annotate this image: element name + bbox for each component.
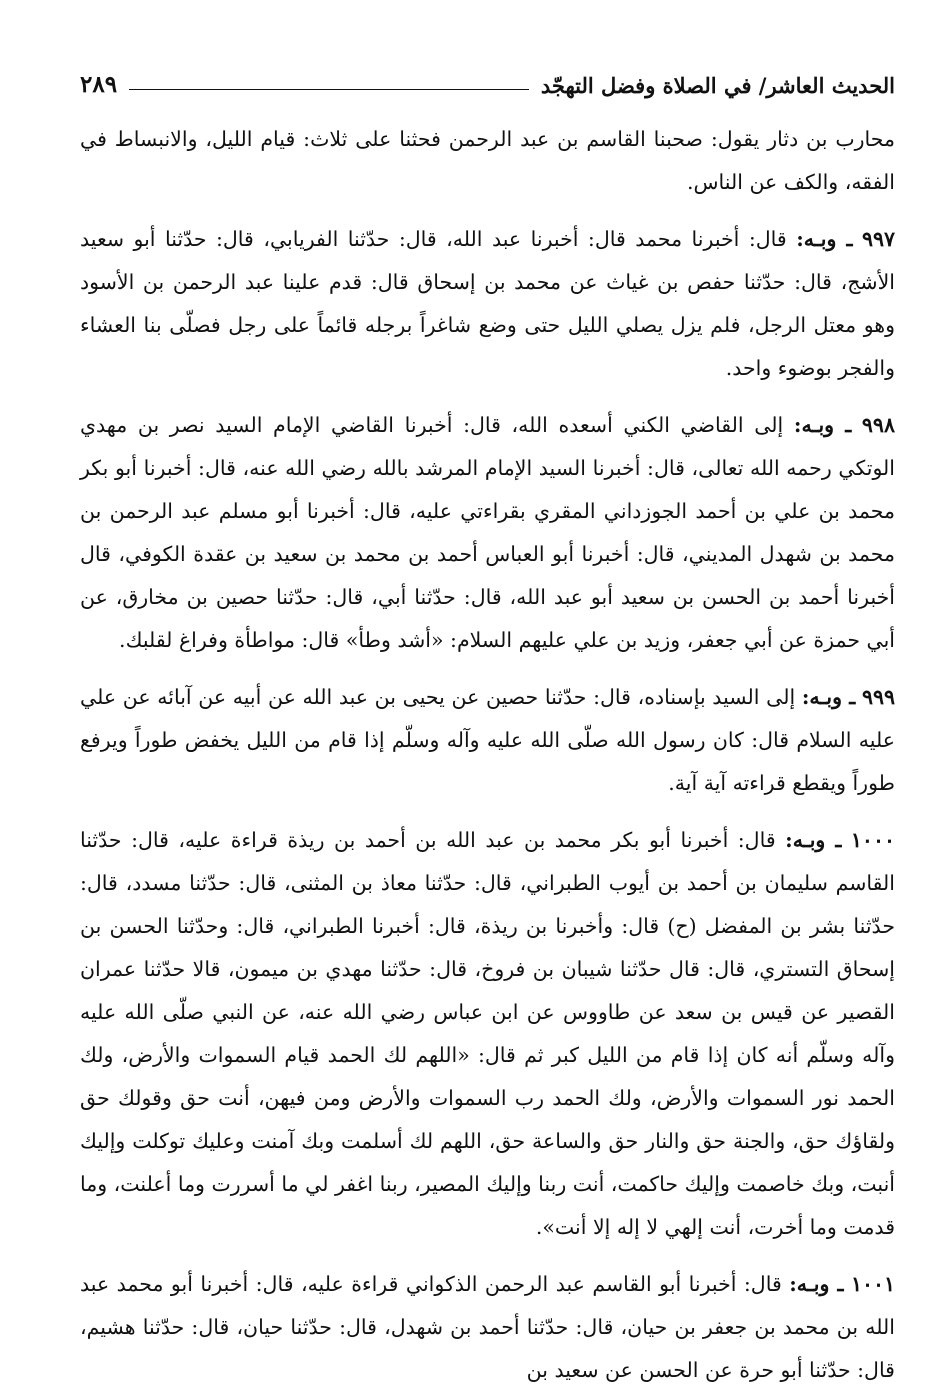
hadith-marker: ـ وبـه: [789, 1272, 844, 1296]
hadith-number: ٩٩٩ [861, 685, 895, 709]
hadith-marker: ـ وبـه: [793, 413, 852, 437]
hadith-marker: ـ وبـه: [801, 685, 856, 709]
page-number: ٢٨٩ [80, 71, 118, 98]
hadith-999 [80, 676, 895, 805]
book-page [80, 52, 895, 1382]
paragraph-text: محارب بن دثار يقول: صحبنا القاسم بن عبد الرحمن فحثنا على ثلاث: قيام الليل، والانبساط في الفقه، والكف عن الناس. [80, 127, 895, 194]
paragraph-text: قال: أخبرنا أبو بكر محمد بن عبد الله بن أحمد بن ريذة قراءة عليه، قال: حدّثنا القاسم سليمان بن أحمد بن أيوب الطبراني، قال: حدّثنا معاذ بن المثنى، قال: حدّثنا مسدد، قال: حدّثنا بشر بن المفضل (ح) قال: وأخبرنا بن ريذة، قال: أخبرنا الطبراني، قال: وحدّثنا الحسن بن إسحاق التستري، قال: قال حدّثنا شيبان بن فروخ، قال: حدّثنا مهدي بن ميمون، قالا حدّثنا عمران القصير عن قيس بن سعد عن طاووس عن ابن عباس رضي الله عنه، عن النبي صلّى الله عليه وآله وسلّم أنه كان إذا قام من الليل كبر ثم قال: «اللهم لك الحمد قيام السموات والأرض، ولك الحمد نور السموات والأرض، ولك الحمد رب السموات والأرض ومن فيهن، أنت حق وقولك حق ولقاؤك حق، والجنة حق والنار حق والساعة حق، اللهم لك أسلمت وبك آمنت وعليك توكلت وإليك أنبت، وبك خاصمت وإليك حاكمت، أنت ربنا وإليك المصير، ربنا اغفر لي ما أسررت وما أعلنت، وما قدمت وما أخرت، أنت إلهي لا إله إلا أنت». [80, 828, 895, 1239]
running-header [80, 52, 895, 96]
hadith-number: ١٠٠٠ [850, 828, 895, 852]
hadith-1001 [80, 1263, 895, 1392]
hadith-number: ٩٩٨ [861, 413, 895, 437]
hadith-1000 [80, 819, 895, 1249]
chapter-title: الحديث العاشر/ في الصلاة وفضل التهجّد [540, 73, 895, 98]
paragraph-text: إلى السيد بإسناده، قال: حدّثنا حصين عن يحيى بن عبد الله عن أبيه عن آبائه عن علي عليه السلام قال: كان رسول الله صلّى الله عليه وآله وسلّم إذا قام من الليل يخفض طوراً ويرفع طوراً ويقطع قراءته آية آية. [80, 685, 895, 795]
paragraph-text: إلى القاضي الكني أسعده الله، قال: أخبرنا القاضي الإمام السيد نصر بن مهدي الوتكي رحمه الله تعالى، قال: أخبرنا السيد الإمام المرشد بالله رضي الله عنه، قال: أخبرنا أبو بكر محمد بن علي بن أحمد الجوزداني المقري بقراءتي عليه، قال: أخبرنا أبو مسلم عبد الرحمن بن محمد بن شهدل المديني، قال: أخبرنا أبو العباس أحمد بن محمد بن سعيد بن عقدة الكوفي، قال أخبرنا أحمد بن الحسن بن سعيد أبو عبد الله، قال: حدّثنا أبي، قال: حدّثنا حصين بن مخارق، عن أبي حمزة عن أبي جعفر، وزيد بن علي عليهم السلام: «أشد وطأ» قال: مواطأة وفراغ لقلبك. [80, 413, 895, 652]
header-rule [129, 89, 529, 90]
paragraph-text: قال: أخبرنا أبو القاسم عبد الرحمن الذكواني قراءة عليه، قال: أخبرنا أبو محمد عبد الله بن محمد بن جعفر بن حيان، قال: حدّثنا أحمد بن شهدل، قال: حدّثنا حيان، قال: حدّثنا هشيم، قال: حدّثنا أبو حرة عن الحسن عن سعيد بن [80, 1272, 895, 1382]
paragraph-continuation [80, 118, 895, 204]
hadith-number: ٩٩٧ [861, 227, 895, 251]
body-text [80, 118, 895, 1392]
hadith-number: ١٠٠١ [850, 1272, 895, 1296]
hadith-marker: ـ وبـه: [796, 227, 853, 251]
paragraph-text: قال: أخبرنا محمد قال: أخبرنا عبد الله، قال: حدّثنا الفريابي، قال: حدّثنا أبو سعيد الأشج، قال: حدّثنا حفص بن غياث عن محمد بن إسحاق قال: قدم علينا عبد الرحمن بن الأسود وهو معتل الرجل، فلم يزل يصلي الليل حتى وضع شاغراً برجله قائماً على رجل فصلّى بنا العشاء والفجر بوضوء واحد. [80, 227, 895, 380]
hadith-marker: ـ وبـه: [785, 828, 842, 852]
hadith-997 [80, 218, 895, 390]
hadith-998 [80, 404, 895, 662]
